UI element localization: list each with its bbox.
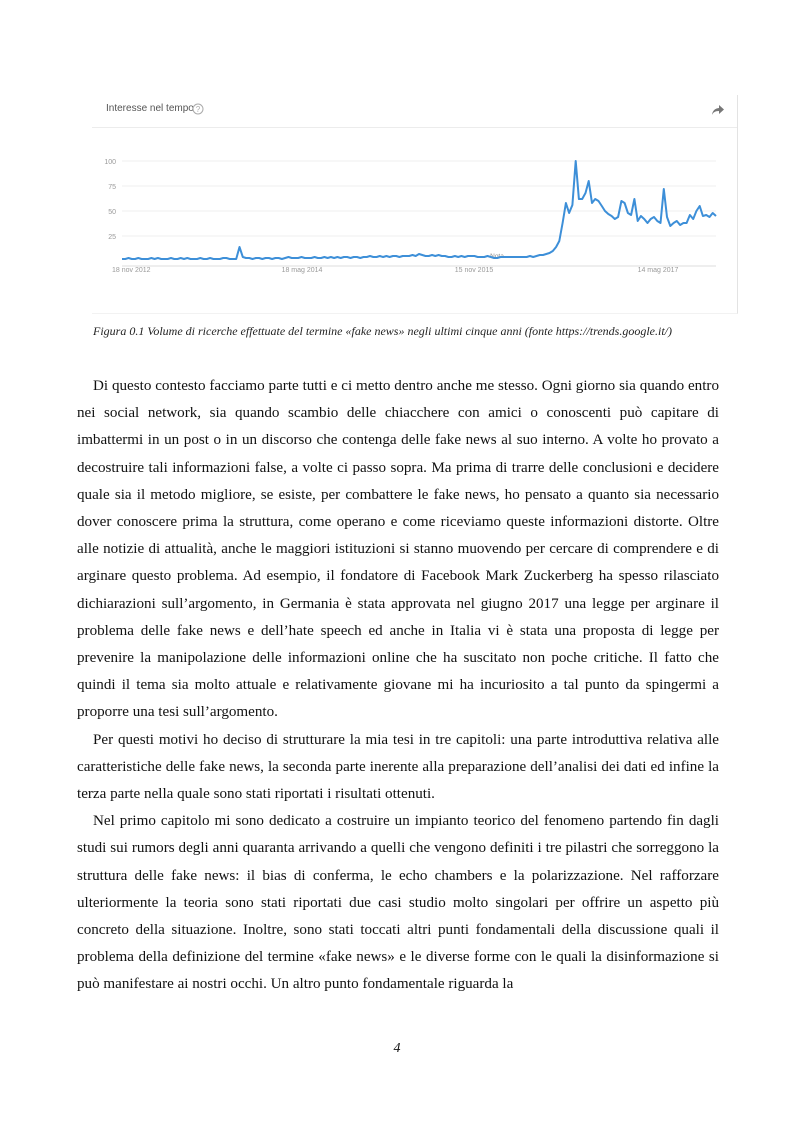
figure-caption: Figura 0.1 Volume di ricerche effettuate del termine «fake news» negli ultimi cinque anni (fonte https://trends.google.it/) [93, 324, 672, 338]
trend-chart [92, 95, 737, 313]
paragraph: Nel primo capitolo mi sono dedicato a costruire un impianto teorico del fenomeno partendo fin dagli studi sui rumors degli anni quaranta arrivando a quelli che vengono definiti i tre pilastri che sorreggono la struttura delle fake news: il bias di conferma, le echo chambers e la polarizzazione. Nel rafforzare ulteriormente la teoria sono stati riportati due casi studio molto singolari per offrire un aspetto più concreto della situazione. Inoltre, sono stati toccati altri punti fondamentali della discussione quali il problema della definizione del termine «fake news» e le diverse forme con le quali la disinformazione si può manifestare ai nostri occhi. Un altro punto fondamentale riguarda la [77, 813, 719, 993]
paragraph: Di questo contesto facciamo parte tutti e ci metto dentro anche me stesso. Ogni giorno sia quando entro nei social network, sia quando scambio delle chiacchere con amici o conoscenti può capitare di imbattermi in un post o in un discorso che contenga delle fake news al suo interno. A volte ho provato a decostruire tali informazioni false, a volte ci passo sopra. Ma prima di trarre delle conclusioni e decidere quale sia il metodo migliore, se esiste, per combattere le fake news, ho pensato a quanto sia necessario dover conoscere prima la struttura, come operano e come riceviamo queste informazioni distorte. Oltre alle notizie di attualità, anche le maggiori istituzioni si stanno muovendo per cercare di comprendere e di arginare questo problema. Ad esempio, il fondatore di Facebook Mark Zuckerberg ha spesso rilasciato dichiarazioni sull’argomento, in Germania è stata approvata nel giugno 2017 una legge per arginare il problema delle fake news e dell’hate speech ed anche in Italia vi è stata una proposta di legge per prevenire la manipolazione delle informazioni online che ha suscitato non poche critiche. Il fatto che quindi il tema sia molto attuale e relativamente giovane mi ha incuriosito a tal punto da spingermi a proporre una tesi sull’argomento. [77, 378, 719, 721]
paragraph: Per questi motivi ho deciso di strutturare la mia tesi in tre capitoli: una parte introduttiva relativa alle caratteristiche delle fake news, la seconda parte inerente alla preparazione dell’analisi dei dati ed infine la terza parte nella quale sono stati riportati i risultati ottenuti. [77, 731, 719, 803]
x-tick-label: 15 nov 2015 [454, 267, 494, 274]
x-tick-label: 18 mag 2014 [281, 267, 323, 274]
chart-title: Interesse nel tempo [106, 103, 194, 114]
x-tick-label: 18 nov 2012 [112, 267, 151, 274]
y-tick-label: 50 [108, 209, 116, 216]
x-tick-label: 14 mag 2017 [637, 267, 679, 274]
y-tick-label: 75 [108, 184, 116, 191]
svg-text:?: ? [195, 105, 201, 114]
y-tick-label: 25 [108, 234, 116, 241]
body-text [77, 373, 719, 999]
page-number: 4 [393, 1041, 401, 1056]
trends-chart-card [92, 95, 738, 314]
note-label: Nota [490, 253, 504, 260]
y-tick-label: 100 [104, 159, 116, 166]
series-line-fake-news [122, 161, 716, 259]
